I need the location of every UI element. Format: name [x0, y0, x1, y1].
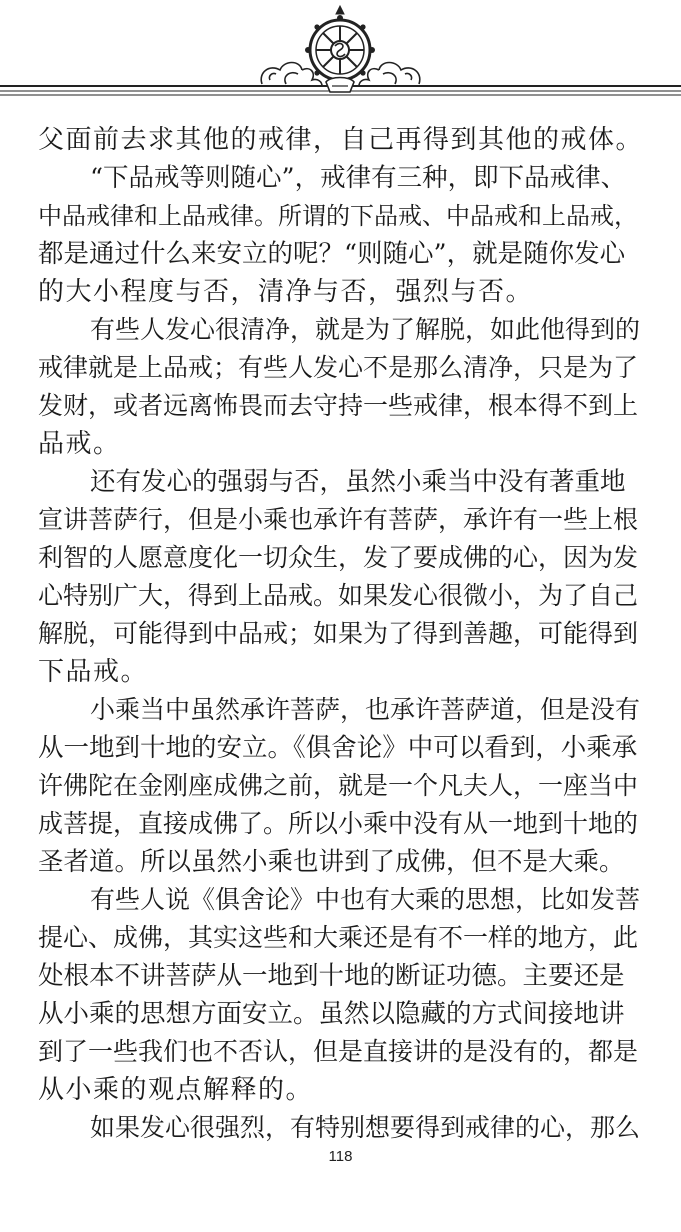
text-line: 戒律就是上品戒；有些人发心不是那么清净，只是为了 [38, 353, 639, 382]
page-number: 118 [328, 1148, 353, 1165]
text-line: 从一地到十地的安立。《俱舍论》中可以看到，小乘承 [38, 733, 638, 763]
text-line: 到了一些我们也不否认，但是直接讲的是没有的，都是 [38, 1037, 639, 1066]
text-line: 小乘当中虽然承许菩萨，也承许菩萨道，但是没有 [90, 695, 641, 724]
text-line: 都是通过什么来安立的呢？“则随心”，就是随你发心 [38, 239, 626, 269]
text-line: 有些人发心很清净，就是为了解脱，如此他得到的 [90, 315, 641, 344]
text-line: 父面前去求其他的戒律，自己再得到其他的戒体。 [38, 125, 644, 155]
text-line: 许佛陀在金刚座成佛之前，就是一个凡夫人，一座当中 [38, 771, 639, 800]
text-line: 宣讲菩萨行，但是小乘也承许有菩萨，承许有一些上根 [38, 505, 639, 534]
text-line: 心特别广大，得到上品戒。如果发心很微小，为了自己 [38, 581, 639, 610]
text-line: 处根本不讲菩萨从一地到十地的断证功德。主要还是 [38, 961, 625, 991]
text-line: 的大小程度与否，清净与否，强烈与否。 [38, 277, 534, 307]
text-line: 解脱，可能得到中品戒；如果为了得到善趣，可能得到 [38, 619, 639, 648]
page-header-ornament [0, 0, 681, 110]
text-line: 成菩提，直接成佛了。所以小乘中没有从一地到十地的 [38, 809, 639, 838]
text-line: “下品戒等则随心”，戒律有三种，即下品戒律、 [90, 163, 627, 193]
text-line: 从小乘的观点解释的。 [38, 1075, 314, 1105]
text-line: 提心、成佛，其实这些和大乘还是有不一样的地方，此 [38, 923, 639, 952]
text-line: 如果发心很强烈，有特别想要得到戒律的心，那么 [90, 1113, 641, 1142]
text-line: 中品戒律和上品戒律。所谓的下品戒、中品戒和上品戒， [38, 202, 638, 230]
text-line: 有些人说《俱舍论》中也有大乘的思想，比如发菩 [90, 885, 641, 914]
text-line: 下品戒。 [38, 657, 149, 687]
text-line: 圣者道。所以虽然小乘也讲到了成佛，但不是大乘。 [38, 847, 625, 877]
text-line: 品戒。 [38, 429, 121, 459]
text-line: 还有发心的强弱与否，虽然小乘当中没有著重地 [90, 467, 626, 497]
text-line: 从小乘的思想方面安立。虽然以隐藏的方式间接地讲 [38, 999, 625, 1029]
header-border [0, 0, 681, 110]
right-cloud-icon [359, 63, 420, 87]
text-line: 利智的人愿意度化一切众生，发了要成佛的心，因为发 [38, 543, 639, 572]
text-line: 发财，或者远离怖畏而去守持一些戒律，根本得不到上 [38, 391, 639, 420]
body-text [38, 121, 646, 1147]
